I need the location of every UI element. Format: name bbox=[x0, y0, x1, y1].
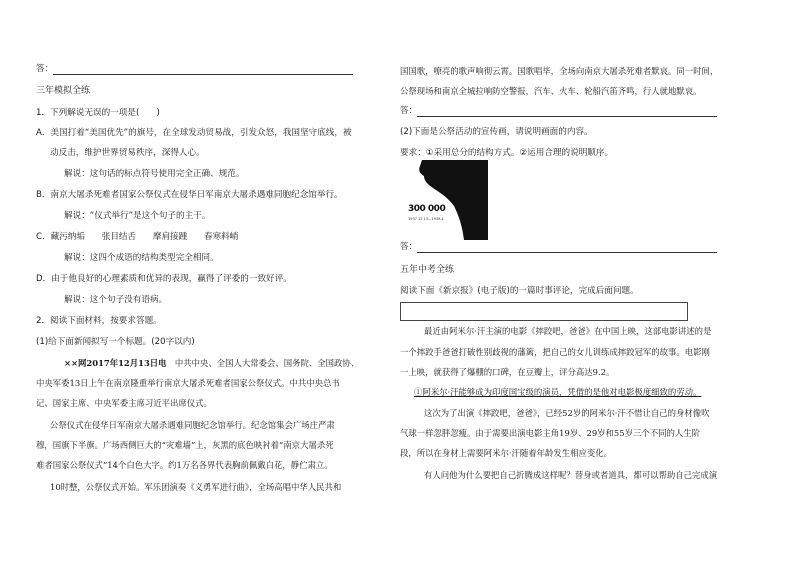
news-paragraph-2-line-2: 穆，国旗下半旗。广场西侧巨大的“灾难墙”上，灰黑的底色映衬着“南京大屠杀死 bbox=[36, 440, 334, 450]
article-paragraph-4-line-1: 有人问他为什么要把自己折腾成这样呢？替身或者道具，都可以帮助自己完成演 bbox=[424, 470, 718, 480]
article-paragraph-3-line-2: 气球一样忽胖忽瘦。由于需要出演电影主角19岁、29岁和55岁三个不同的人生阶 bbox=[400, 428, 700, 438]
option-c-line bbox=[36, 232, 238, 243]
option-b-note: 解说：“仪式举行”是这个句子的主干。 bbox=[64, 211, 211, 221]
news-paragraph-1-line-2: 中央军委13日上午在南京隆重举行南京大屠杀死难者国家公祭仪式。中共中央总书 bbox=[36, 378, 340, 388]
section-title-five-year: 五年中考全练 bbox=[400, 265, 455, 275]
question-2-1-prompt: (1)给下面新闻拟写一个标题。(20字以内) bbox=[36, 337, 195, 347]
option-c-note: 解说：这四个成语的结构类型完全相同。 bbox=[64, 253, 219, 263]
option-b-line-1: B．南京大屠杀死难者国家公祭仪式在侵华日军南京大屠杀遇难同胞纪念馆举行。 bbox=[36, 190, 343, 200]
news-paragraph-2-line-1: 公祭仪式在侵华日军南京大屠杀遇难同胞纪念馆举行。纪念馆集会广场庄严肃 bbox=[50, 420, 335, 430]
option-d-line-1: D．由于他良好的心理素质和优异的表现，赢得了评委的一致好评。 bbox=[36, 274, 292, 284]
option-a-line-1: A．美国打着“美国优先”的旗号，在全球发动贸易战，引发众怒，我国坚守底线，被 bbox=[36, 128, 352, 138]
article-underlined-sentence-1: ①阿米尔·汗能够成为印度国宝级的演员，凭借的是他对电影极度细致的劳动。 bbox=[414, 387, 702, 397]
question-2-2-prompt: (2)下面是公祭活动的宣传画，请说明画面的内容。 bbox=[400, 127, 593, 137]
news-paragraph-3-line-1: 10时整，公祭仪式开始。军乐团演奏《义勇军进行曲》，全场高唱中华人民共和 bbox=[50, 482, 342, 492]
answer-blank-1[interactable] bbox=[53, 65, 353, 75]
option-d-note: 解说：这个句子没有语病。 bbox=[64, 295, 168, 305]
option-c-idiom-2: 张目结舌 bbox=[101, 232, 137, 242]
poster-big-number: 300 000 bbox=[408, 204, 446, 214]
memorial-poster-image bbox=[402, 160, 488, 240]
news-paragraph-1-line-1: ××网2017年12月13日电 中共中央、全国人大常委会、国务院、全国政协、 bbox=[64, 358, 360, 368]
option-c-idiom-3: 摩肩接踵 bbox=[152, 232, 188, 242]
poster-small-text: 1937.12.13—1938.1 bbox=[408, 217, 444, 221]
answer-line-3: 答： bbox=[400, 242, 717, 253]
article-paragraph-1-line-2: 一个摔跤手爸爸打破性别歧视的藩篱，把自己的女儿训练成摔跤冠军的故事。电影刚 bbox=[400, 347, 710, 357]
reading-intro: 阅读下面《新京报》(电子版)的一篇时事评论，完成后面问题。 bbox=[400, 286, 639, 296]
answer-blank-2[interactable] bbox=[417, 107, 717, 117]
question-2-2-requirement: 要求：①采用总分的结构方式。②运用合理的说明顺序。 bbox=[400, 148, 614, 158]
article-paragraph-3-line-3: 段，所以在身材上需要阿米尔·汗随着年龄发生相应变化。 bbox=[400, 448, 613, 458]
news-dateline: ××网2017年12月13日电 bbox=[64, 358, 167, 368]
article-paragraph-3-line-1: 这次为了出演《摔跤吧，爸爸》，已经52岁的阿米尔·汗不惜让自己的身材像吹 bbox=[424, 408, 710, 418]
news-paragraph-2-line-3: 难者国家公祭仪式”14个白色大字。约1万名各界代表胸前佩戴白花，静伫肃立。 bbox=[36, 460, 333, 470]
answer-blank-3[interactable] bbox=[417, 243, 717, 253]
article-paragraph-1-line-1: 最近由阿米尔·汗主演的电影《摔跤吧，爸爸》在中国上映，这部电影讲述的是 bbox=[424, 326, 712, 336]
option-a-note: 解说：这句话的标点符号使用完全正确、规范。 bbox=[64, 169, 245, 179]
article-header-box bbox=[400, 302, 688, 321]
news-continuation-line-2: 公祭现场和南京全城拉响防空警报，汽车、火车、轮船汽笛齐鸣，行人就地默哀。 bbox=[400, 86, 702, 96]
question-1-stem: 1．下列解说无误的一项是( ) bbox=[36, 108, 160, 118]
news-paragraph-1-line-3: 记、国家主席、中央军委主席习近平出席仪式。 bbox=[36, 398, 212, 408]
answer-line-1: 答： bbox=[36, 64, 353, 75]
option-c-idiom-1: C．藏污纳垢 bbox=[36, 232, 85, 242]
article-paragraph-1-line-3: 一上映，就获得了爆棚的口碑，在豆瓣上，评分高达9.2。 bbox=[400, 367, 615, 377]
answer-line-2: 答： bbox=[400, 106, 717, 117]
option-a-line-2: 动反击，维护世界贸易秩序，深得人心。 bbox=[50, 148, 205, 158]
question-2-stem: 2．阅读下面材料，按要求答题。 bbox=[36, 316, 162, 326]
section-title-three-year: 三年模拟全练 bbox=[36, 86, 91, 96]
news-continuation-line-1: 国国歌，嘹亮的歌声响彻云霄。国歌唱毕，全场向南京大屠杀死难者默哀。同一时间， bbox=[400, 66, 719, 76]
poster-silhouette bbox=[402, 160, 488, 240]
option-c-idiom-4: 春寒料峭 bbox=[203, 232, 239, 242]
